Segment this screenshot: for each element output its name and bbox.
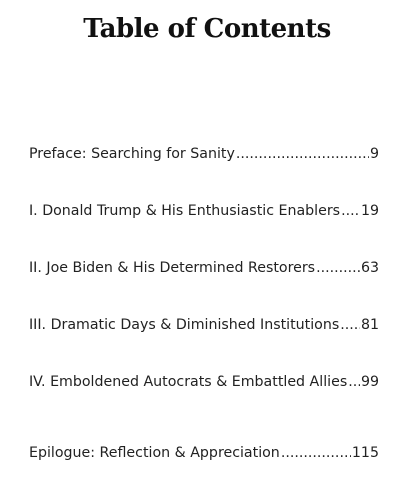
toc-entry-label: II. Joe Biden & His Determined Restorers xyxy=(29,260,316,276)
leader-dots xyxy=(340,317,360,333)
toc-entry-label: IV. Emboldened Autocrats & Embattled Allies xyxy=(29,374,348,390)
leader-dots xyxy=(348,374,360,390)
toc-entry-label: Preface: Searching for Sanity xyxy=(29,146,235,162)
toc-entry-page: 99 xyxy=(360,374,379,390)
toc-entry-page: 115 xyxy=(351,445,379,461)
toc-entry-chapter-2 xyxy=(29,260,379,276)
toc-entry-epilogue xyxy=(29,445,379,461)
toc-entry-label: I. Donald Trump & His Enthusiastic Enablers xyxy=(29,203,341,219)
toc-entry-label: III. Dramatic Days & Diminished Institutions xyxy=(29,317,340,333)
leader-dots xyxy=(281,445,351,461)
toc-entry-page: 19 xyxy=(360,203,379,219)
toc-entry-chapter-1 xyxy=(29,203,379,219)
toc-entry-page: 9 xyxy=(369,146,379,162)
leader-dots xyxy=(316,260,360,276)
toc-entry-chapter-3 xyxy=(29,317,379,333)
toc-entry-page: 63 xyxy=(360,260,379,276)
leader-dots xyxy=(341,203,360,219)
toc-entry-preface xyxy=(29,146,379,162)
toc-entry-chapter-4 xyxy=(29,374,379,390)
toc-entry-page: 81 xyxy=(360,317,379,333)
page-title: Table of Contents xyxy=(83,14,331,44)
toc-entry-label: Epilogue: Reflection & Appreciation xyxy=(29,445,280,461)
leader-dots xyxy=(236,146,369,162)
